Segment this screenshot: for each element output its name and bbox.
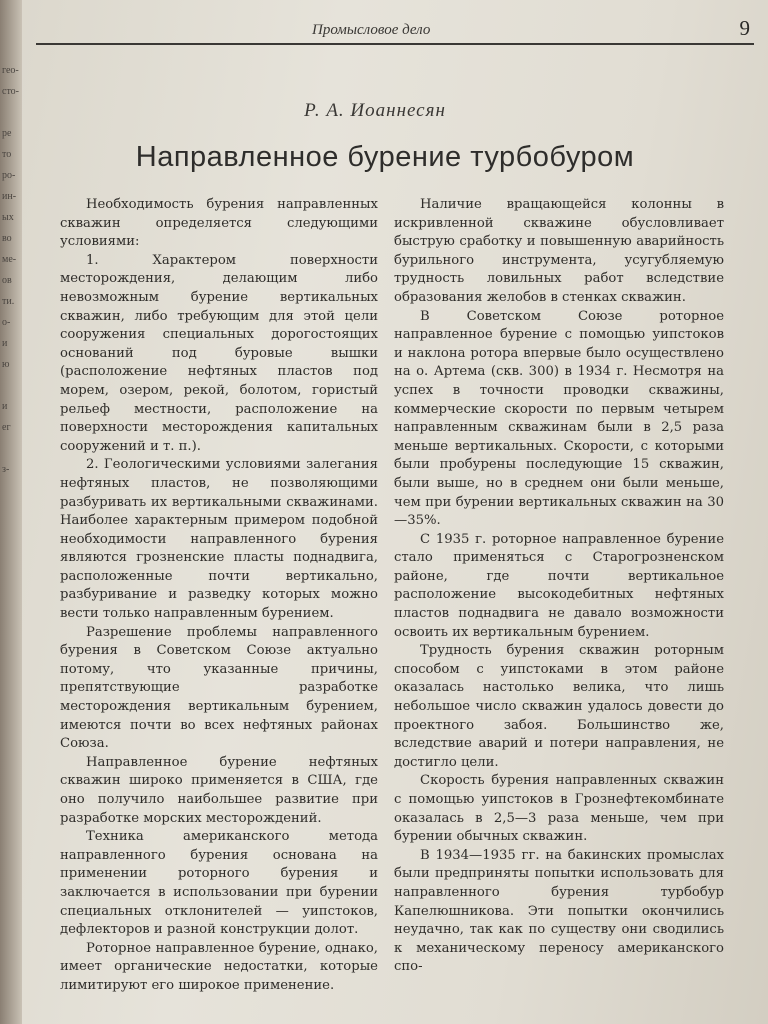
margin-fragment: ов: [2, 275, 12, 286]
margin-fragment: ых: [2, 212, 14, 223]
paragraph: В Советском Союзе роторное направленное бурение с помощью уипстоков и наклона ротора впервые было осуществлено на о. Артема (скв. 300) в 1934 г. Несмотря на успех в точности проводки скважины, коммерческие скорости по первым четырем направленным скважинам были в 2,5 раза меньше вертикальных. Скорости, с которыми были пробурены последующие 15 скважин, были выше, но в среднем они были меньше, чем при бурении вертикальных скважин на 30—35%.: [394, 308, 724, 529]
paragraph: Трудность бурения скважин роторным способом с уипстоками в этом районе оказалась настолько велика, что лишь небольшое число скважин удалось довести до проектного забоя. Большинство же, вследствие аварий и потери направления, не достигло цели.: [394, 643, 724, 770]
article-title: Направленное бурение турбобуром: [135, 141, 635, 173]
margin-fragment: ю: [2, 359, 10, 370]
paragraph: В 1934—1935 гг. на бакинских промыслах были предприняты попытки использовать для направленного бурения турбобур Капелюшникова. Эти попытки окончились неудачно, так как по существу они сводились к механическому переносу американского спо-: [394, 847, 724, 975]
margin-fragment: ти.: [2, 296, 15, 307]
page-number: 9: [739, 16, 750, 40]
margin-fragment: ме-: [2, 254, 17, 265]
running-head: Промысловое дело: [312, 22, 431, 38]
margin-fragment: ег: [2, 422, 11, 433]
margin-fragment: з-: [2, 464, 10, 475]
margin-fragment: то: [2, 149, 12, 160]
paragraph: 1. Характером поверхности месторождения, делающим либо невозможным бурение вертикальных скважин, либо требующим для этой цели сооружения специальных дорогостоящих оснований под буровые вышки (расположение нефтяных пластов под морем, озером, рекой, болотом, гористый рельеф местности, расположение на поверхности месторождения капитальных сооружений и т. п.).: [60, 252, 378, 454]
book-page: [22, 0, 768, 1024]
paragraph: Скорость бурения направленных скважин с помощью уипстоков в Грознефтекомбинате оказалась в 2,5—3 раза меньше, чем при бурении обычных скважин.: [394, 773, 724, 845]
paragraph: Направленное бурение нефтяных скважин широко применяется в США, где оно получило наибольшее развитие при разработке морских месторождений.: [60, 754, 378, 826]
margin-fragment: ин-: [2, 191, 17, 202]
paragraph: Разрешение проблемы направленного бурения в Советском Союзе актуально потому, что указанные причины, препятствующие разработке месторождения вертикальным бурением, имеются почти во всех нефтяных районах Союза.: [60, 624, 378, 752]
adjacent-page-strip: [0, 0, 22, 1024]
header-rule: [36, 43, 754, 45]
paragraph: С 1935 г. роторное направленное бурение стало применяться с Старогрозненском районе, где почти вертикальное расположение высокодебитных нефтяных пластов поднадвига не давало возможности освоить их вертикальным бурением.: [394, 531, 724, 640]
paragraph: Роторное направленное бурение, однако, имеет органические недостатки, которые лимитируют его широкое применение.: [60, 940, 378, 993]
margin-fragment: ре: [2, 128, 12, 139]
article-author: Р. А. Иоаннесян: [304, 100, 446, 121]
paragraph: Техника американского метода направленного бурения основана на применении роторного бурения и заключается в использовании при бурении специальных отклонителей — уипстоков, дефлекторов и разной конструкции долот.: [60, 829, 378, 938]
right-column: [394, 196, 724, 977]
margin-fragment: о-: [2, 317, 11, 328]
margin-fragment: и: [2, 338, 8, 349]
paragraph: 2. Геологическими условиями залегания нефтяных пластов, не позволяющими разбуривать их вертикальными скважинами. Наиболее характерным примером подобной необходимости направленного бурения являются грозненские пласты поднадвига, расположенные почти вертикально, разбуривание и разведку которых можно вести только направленным бурением.: [60, 457, 378, 622]
margin-fragment: и: [2, 401, 8, 412]
paragraph: Наличие вращающейся колонны в искривленной скважине обусловливает быструю сработку и повышенную аварийность бурильного инструмента, усугубляемую трудность ловильных работ вследствие образования желобов в стенках скважин.: [394, 197, 724, 305]
left-column: [60, 196, 378, 996]
paragraph: Необходимость бурения направленных скважин определяется следующими условиями:: [60, 197, 378, 250]
margin-fragment: ро-: [2, 170, 16, 181]
margin-fragment: сто-: [2, 86, 20, 97]
margin-fragment: гео-: [2, 65, 19, 76]
margin-fragment: во: [2, 233, 12, 244]
